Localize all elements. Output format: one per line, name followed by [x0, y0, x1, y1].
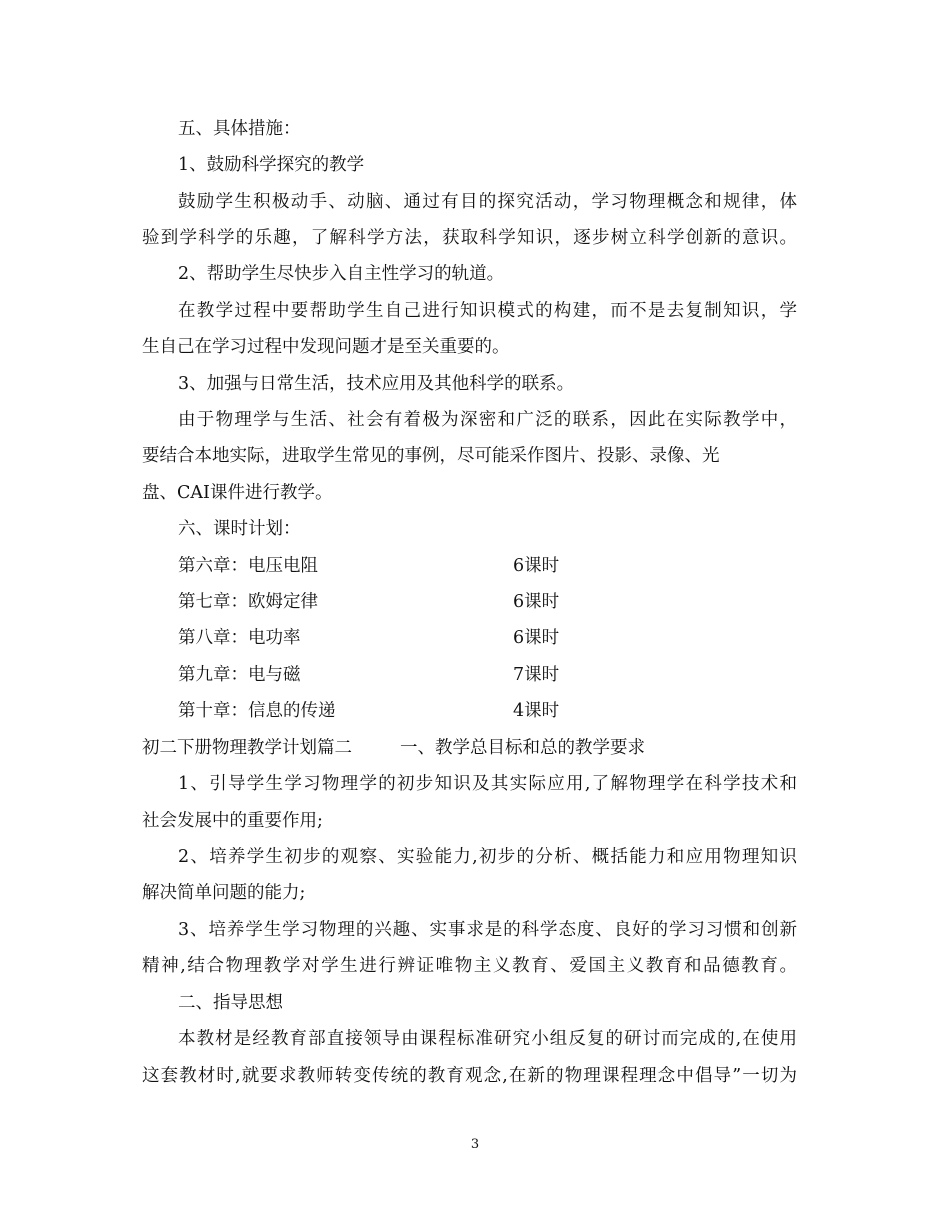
- measure-1-body-line-1: 鼓励学生积极动手、动脑、通过有目的探究活动，学习物理概念和规律，体: [178, 192, 797, 212]
- measure-3-body-line-2: 要结合本地实际，进取学生常见的事例，尽可能采作图片、投影、录像、光: [142, 446, 720, 466]
- measure-1-title: 1、鼓励科学探究的教学: [178, 155, 365, 175]
- schedule-chapter-9: 第九章：电与磁: [178, 665, 301, 685]
- schedule-chapter-6: 第六章：电压电阻: [178, 556, 318, 576]
- goal-1-line-2: 社会发展中的重要作用;: [142, 811, 323, 831]
- section-title-schedule: 六、课时计划：: [178, 519, 301, 539]
- guiding-body-line-1: 本教材是经教育部直接领导由课程标准研究小组反复的研讨而完成的,在使用: [178, 1029, 797, 1049]
- goal-1-line-1: 1、引导学生学习物理学的初步知识及其实际应用,了解物理学在科学技术和: [178, 774, 797, 794]
- measure-3-body-line-1: 由于物理学与生活、社会有着极为深密和广泛的联系，因此在实际教学中，: [178, 410, 797, 430]
- measure-2-title: 2、帮助学生尽快步入自主性学习的轨道。: [178, 264, 505, 284]
- goal-3-line-2: 精神,结合物理教学对学生进行辨证唯物主义教育、爱国主义教育和品德教育。: [142, 956, 797, 976]
- schedule-hours-6: 6课时: [513, 556, 560, 576]
- schedule-chapter-7: 第七章：欧姆定律: [178, 592, 318, 612]
- schedule-chapter-8: 第八章：电功率: [178, 628, 301, 648]
- schedule-hours-8: 6课时: [513, 628, 560, 648]
- schedule-hours-9: 7课时: [513, 665, 560, 685]
- schedule-hours-7: 6课时: [513, 592, 560, 612]
- goal-2-line-1: 2、培养学生初步的观察、实验能力,初步的分析、概括能力和应用物理知识: [178, 847, 797, 867]
- plan-two-heading: 初二下册物理教学计划篇二: [142, 738, 352, 758]
- guiding-title: 二、指导思想: [178, 993, 283, 1013]
- goal-3-line-1: 3、培养学生学习物理的兴趣、实事求是的科学态度、良好的学习习惯和创新: [178, 920, 797, 940]
- measure-2-body-line-1: 在教学过程中要帮助学生自己进行知识模式的构建，而不是去复制知识，学: [178, 301, 797, 321]
- section-title-measures: 五、具体措施：: [178, 119, 301, 139]
- measure-2-body-line-2: 生自己在学习过程中发现问题才是至关重要的。: [142, 337, 510, 357]
- schedule-chapter-10: 第十章：信息的传递: [178, 701, 336, 721]
- measure-1-body-line-2: 验到学科学的乐趣，了解科学方法，获取科学知识，逐步树立科学创新的意识。: [142, 228, 797, 248]
- plan-two-subheading: 一、教学总目标和总的教学要求: [400, 738, 645, 758]
- measure-3-body-line-3: 盘、CAI课件进行教学。: [142, 483, 333, 503]
- guiding-body-line-2: 这套教材时,就要求教师转变传统的教育观念,在新的物理课程理念中倡导”一切为: [142, 1066, 797, 1086]
- schedule-hours-10: 4课时: [513, 701, 560, 721]
- goal-2-line-2: 解决简单问题的能力;: [142, 883, 306, 903]
- measure-3-title: 3、加强与日常生活，技术应用及其他科学的联系。: [178, 374, 575, 394]
- page-number: 3: [470, 1137, 480, 1152]
